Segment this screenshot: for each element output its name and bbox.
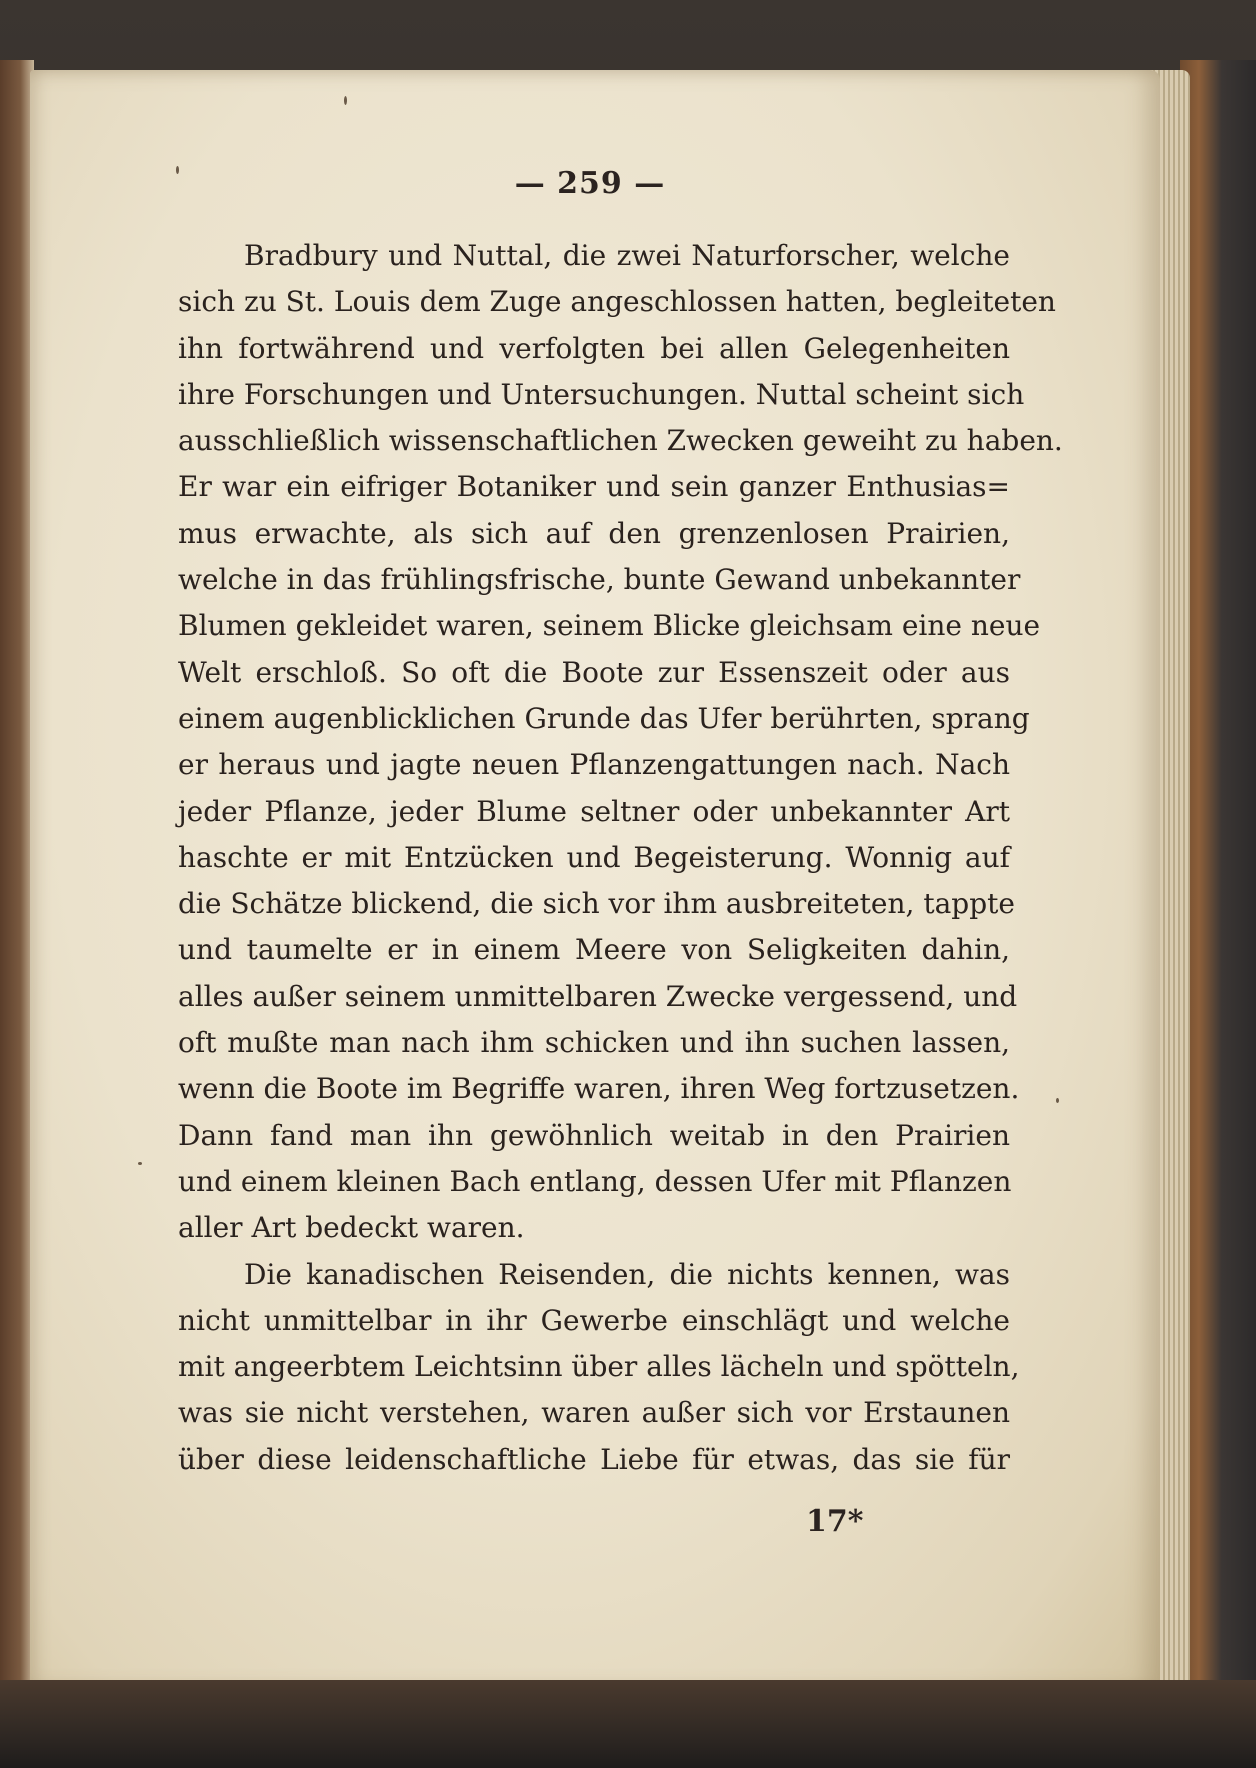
paragraph-2 bbox=[178, 1252, 1020, 1483]
text-line: aller Art bedeckt waren. bbox=[178, 1211, 525, 1245]
text-line: und taumelte er in einem Meere von Seligkeiten dahin, bbox=[178, 933, 1010, 967]
text-line: sich zu St. Louis dem Zuge angeschlossen hatten, begleiteten bbox=[178, 285, 1056, 319]
text-line: Blumen gekleidet waren, seinem Blicke gleichsam eine neue bbox=[178, 609, 1041, 643]
text-line: was sie nicht verstehen, waren außer sich vor Erstaunen bbox=[178, 1396, 1010, 1430]
body-text bbox=[178, 233, 1063, 1483]
paragraph-1 bbox=[178, 233, 1063, 1252]
page-number: — 259 — bbox=[514, 166, 666, 201]
text-line: Dann fand man ihn gewöhnlich weitab in den Prairien bbox=[178, 1118, 1010, 1152]
book-cover-bottom-edge bbox=[0, 1680, 1256, 1768]
text-line: haschte er mit Entzücken und Begeisterung. Wonnig auf bbox=[178, 840, 1010, 874]
paper-speck bbox=[176, 166, 179, 174]
text-line: Er war ein eifriger Botaniker und sein ganzer Enthusias= bbox=[178, 470, 1010, 504]
text-line: er heraus und jagte neuen Pflanzengattungen nach. Nach bbox=[178, 748, 1010, 782]
paper-speck bbox=[1056, 1098, 1059, 1103]
text-line: jeder Pflanze, jeder Blume seltner oder unbekannter Art bbox=[178, 794, 1010, 828]
text-line: welche in das frühlingsfrische, bunte Gewand unbekannter bbox=[178, 563, 1021, 597]
text-line: ausschließlich wissenschaftlichen Zwecken geweiht zu haben. bbox=[178, 424, 1063, 458]
text-line: einem augenblicklichen Grunde das Ufer berührten, sprang bbox=[178, 701, 1030, 735]
paper-speck bbox=[344, 96, 347, 105]
text-line: ihn fortwährend und verfolgten bei allen Gelegenheiten bbox=[178, 331, 1010, 365]
text-line: nicht unmittelbar in ihr Gewerbe einschlägt und welche bbox=[178, 1303, 1010, 1337]
text-line: ihre Forschungen und Untersuchungen. Nuttal scheint sich bbox=[178, 377, 1025, 411]
text-line: mus erwachte, als sich auf den grenzenlosen Prairien, bbox=[178, 516, 1010, 550]
text-line: über diese leidenschaftliche Liebe für etwas, das sie für bbox=[178, 1442, 1010, 1476]
text-line: die Schätze blickend, die sich vor ihm ausbreiteten, tappte bbox=[178, 887, 1015, 921]
text-line: alles außer seinem unmittelbaren Zwecke vergessend, und bbox=[178, 979, 1018, 1013]
paper-speck bbox=[138, 1162, 142, 1165]
text-line: und einem kleinen Bach entlang, dessen Ufer mit Pflanzen bbox=[178, 1164, 1012, 1198]
book-cover-left-edge bbox=[0, 60, 34, 1700]
signature-mark: 17* bbox=[806, 1504, 864, 1539]
text-line: Die kanadischen Reisenden, die nichts kennen, was bbox=[244, 1257, 1010, 1291]
text-line: mit angeerbtem Leichtsinn über alles lächeln und spötteln, bbox=[178, 1350, 1020, 1384]
text-line: wenn die Boote im Begriffe waren, ihren Weg fortzusetzen. bbox=[178, 1072, 1020, 1106]
text-line: Welt erschloß. So oft die Boote zur Essenszeit oder aus bbox=[178, 655, 1010, 689]
text-line: Bradbury und Nuttal, die zwei Naturforscher, welche bbox=[244, 239, 1010, 272]
text-line: oft mußte man nach ihm schicken und ihn suchen lassen, bbox=[178, 1026, 1010, 1060]
book-cover-right-edge bbox=[1180, 60, 1256, 1710]
